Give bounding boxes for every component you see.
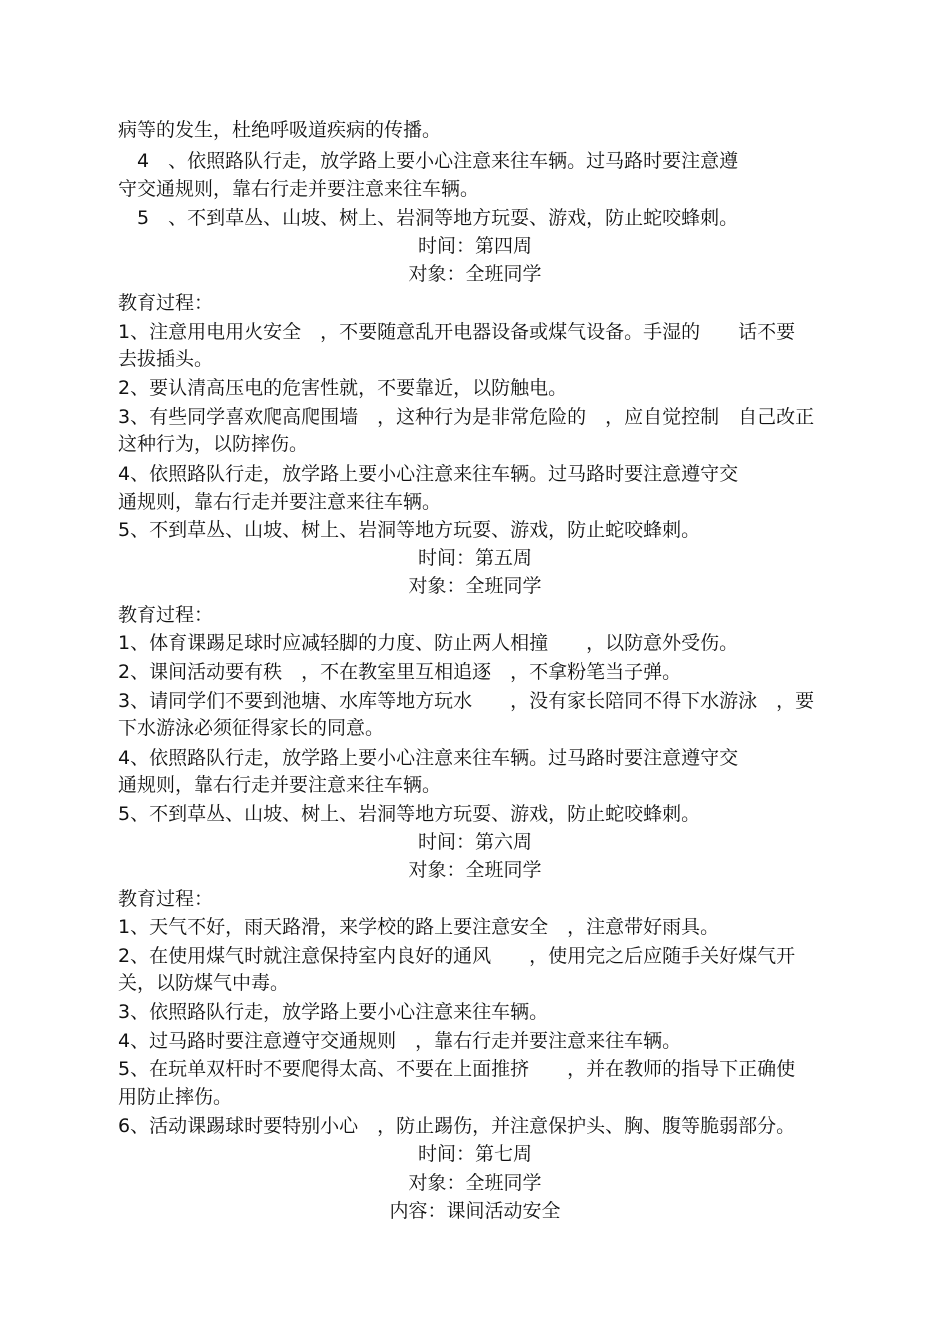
audience-heading: 对象：全班同学 (408, 1172, 542, 1194)
list-item: 2、课间活动要有秩 ，不在教室里互相追逐 ，不拿粉笔当子弹。 (118, 661, 682, 683)
audience-heading: 对象：全班同学 (408, 263, 542, 285)
list-item: 5、在玩单双杆时不要爬得太高、不要在上面推挤 ，并在教师的指导下正确使 (118, 1058, 796, 1080)
section-label: 教育过程： (118, 292, 214, 314)
list-item-cont: 去拔插头。 (118, 348, 214, 370)
list-item: 2、要认清高压电的危害性就，不要靠近，以防触电。 (118, 377, 568, 399)
list-item: 3、有些同学喜欢爬高爬围墙 ，这种行为是非常危险的 ，应自觉控制 自己改正 (118, 406, 815, 428)
list-item: 4、依照路队行走，放学路上要小心注意来往车辆。过马路时要注意遵守交 (118, 463, 739, 485)
list-item: 1、注意用电用火安全 ，不要随意乱开电器设备或煤气设备。手湿的 话不要 (118, 321, 796, 343)
list-item-cont: 通规则，靠右行走并要注意来往车辆。 (118, 774, 442, 796)
list-item: 3、依照路队行走，放学路上要小心注意来往车辆。 (118, 1001, 549, 1023)
content-heading: 内容：课间活动安全 (389, 1200, 561, 1222)
list-item-cont: 下水游泳必须征得家长的同意。 (118, 717, 385, 739)
list-item-cont: 关，以防煤气中毒。 (118, 972, 290, 994)
list-item: 4、依照路队行走，放学路上要小心注意来往车辆。过马路时要注意遵守交 (118, 747, 739, 769)
section-label: 教育过程： (118, 604, 214, 626)
time-heading: 时间：第六周 (417, 831, 532, 853)
list-item: 1、体育课踢足球时应减轻脚的力度、防止两人相撞 ，以防意外受伤。 (118, 632, 739, 654)
time-heading: 时间：第七周 (417, 1143, 532, 1165)
list-item: 1、天气不好，雨天路滑，来学校的路上要注意安全 ，注意带好雨具。 (118, 916, 720, 938)
audience-heading: 对象：全班同学 (408, 859, 542, 881)
body-line: 4 、依照路队行走，放学路上要小心注意来往车辆。过马路时要注意遵 (118, 150, 739, 172)
body-line: 守交通规则，靠右行走并要注意来往车辆。 (118, 178, 480, 200)
section-label: 教育过程： (118, 888, 214, 910)
list-item: 6、活动课踢球时要特别小心 ，防止踢伤，并注意保护头、胸、腹等脆弱部分。 (118, 1115, 796, 1137)
list-item: 3、请同学们不要到池塘、水库等地方玩水 ，没有家长陪同不得下水游泳 ，要 (118, 690, 815, 712)
list-item: 5、不到草丛、山坡、树上、岩洞等地方玩耍、游戏，防止蛇咬蜂刺。 (118, 803, 701, 825)
body-line: 5 、不到草丛、山坡、树上、岩洞等地方玩耍、游戏，防止蛇咬蜂刺。 (118, 207, 739, 229)
body-line: 病等的发生，杜绝呼吸道疾病的传播。 (118, 119, 442, 141)
time-heading: 时间：第五周 (417, 547, 532, 569)
list-item: 2、在使用煤气时就注意保持室内良好的通风 ，使用完之后应随手关好煤气开 (118, 945, 796, 967)
list-item-cont: 用防止摔伤。 (118, 1086, 233, 1108)
time-heading: 时间：第四周 (417, 235, 532, 257)
list-item: 4、过马路时要注意遵守交通规则 ，靠右行走并要注意来往车辆。 (118, 1030, 682, 1052)
audience-heading: 对象：全班同学 (408, 575, 542, 597)
list-item-cont: 通规则，靠右行走并要注意来往车辆。 (118, 491, 442, 513)
list-item: 5、不到草丛、山坡、树上、岩洞等地方玩耍、游戏，防止蛇咬蜂刺。 (118, 519, 701, 541)
list-item-cont: 这种行为，以防摔伤。 (118, 433, 309, 455)
